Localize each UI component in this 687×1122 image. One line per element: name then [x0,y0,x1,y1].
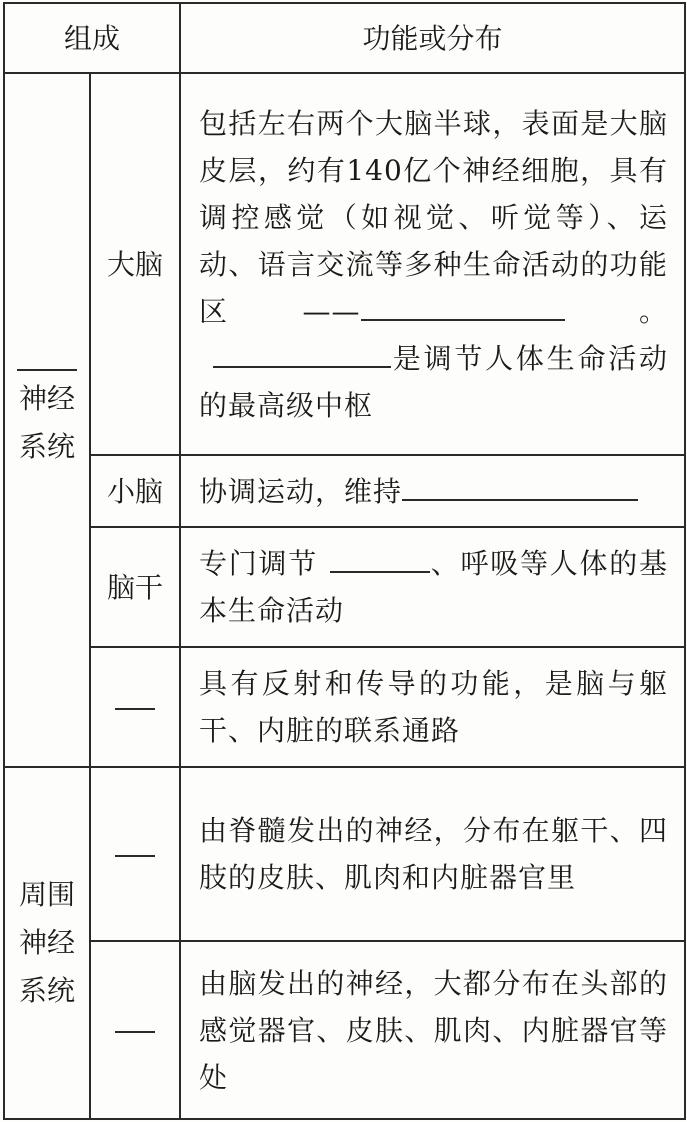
desc-spinal-cord: 具有反射和传导的功能，是脑与躯干、内脏的联系通路 [180,647,685,767]
desc-cerebellum: 协调运动，维持 [180,455,685,527]
part-brain: 大脑 [90,73,180,455]
desc-cranial-nerves: 由脑发出的神经，大都分布在头部的感觉器官、皮肤、肌肉、内脏器官等处 [180,941,685,1119]
desc-spinal-nerves: 由脊髓发出的神经，分布在躯干、四肢的皮肤、肌肉和内脏器官里 [180,767,685,941]
part-brainstem: 脑干 [90,527,180,647]
header-composition: 组成 [4,3,180,73]
desc-brainstem: 专门调节 、呼吸等人体的基本生命活动 [180,527,685,647]
header-row [4,3,685,73]
blank-dash[interactable] [115,1031,155,1033]
part-cerebellum: 小脑 [90,455,180,527]
fill-blank[interactable] [361,289,461,321]
group-blank-line [17,369,77,371]
fill-blank[interactable] [461,289,565,321]
part-spinal-nerves-blank [90,767,180,941]
fill-blank[interactable] [330,541,430,573]
header-function: 功能或分布 [180,3,685,73]
fill-blank[interactable] [213,336,391,368]
row-brainstem [4,527,685,647]
row-cerebellum [4,455,685,527]
desc-brain: 包括左右两个大脑半球，表面是大脑皮层，约有140亿个神经细胞，具有调控感觉（如视觉、听觉等）、运动、语言交流等多种生命活动的功能区—— 。是调节人体生命活动的最高级中枢 [180,73,685,455]
fill-blank[interactable] [402,469,638,501]
blank-dash[interactable] [115,855,155,857]
row-brain [4,73,685,455]
nervous-system-table [3,2,686,1120]
row-spinal-cord [4,647,685,767]
row-spinal-nerves [4,767,685,941]
part-spinal-cord-blank [90,647,180,767]
row-cranial-nerves [4,941,685,1119]
part-cranial-nerves-blank [90,941,180,1119]
group-central-nervous-system: 神经 系统 [4,73,90,767]
group-peripheral-nervous-system: 周围 神经 系统 [4,767,90,1119]
blank-dash[interactable] [115,708,155,710]
